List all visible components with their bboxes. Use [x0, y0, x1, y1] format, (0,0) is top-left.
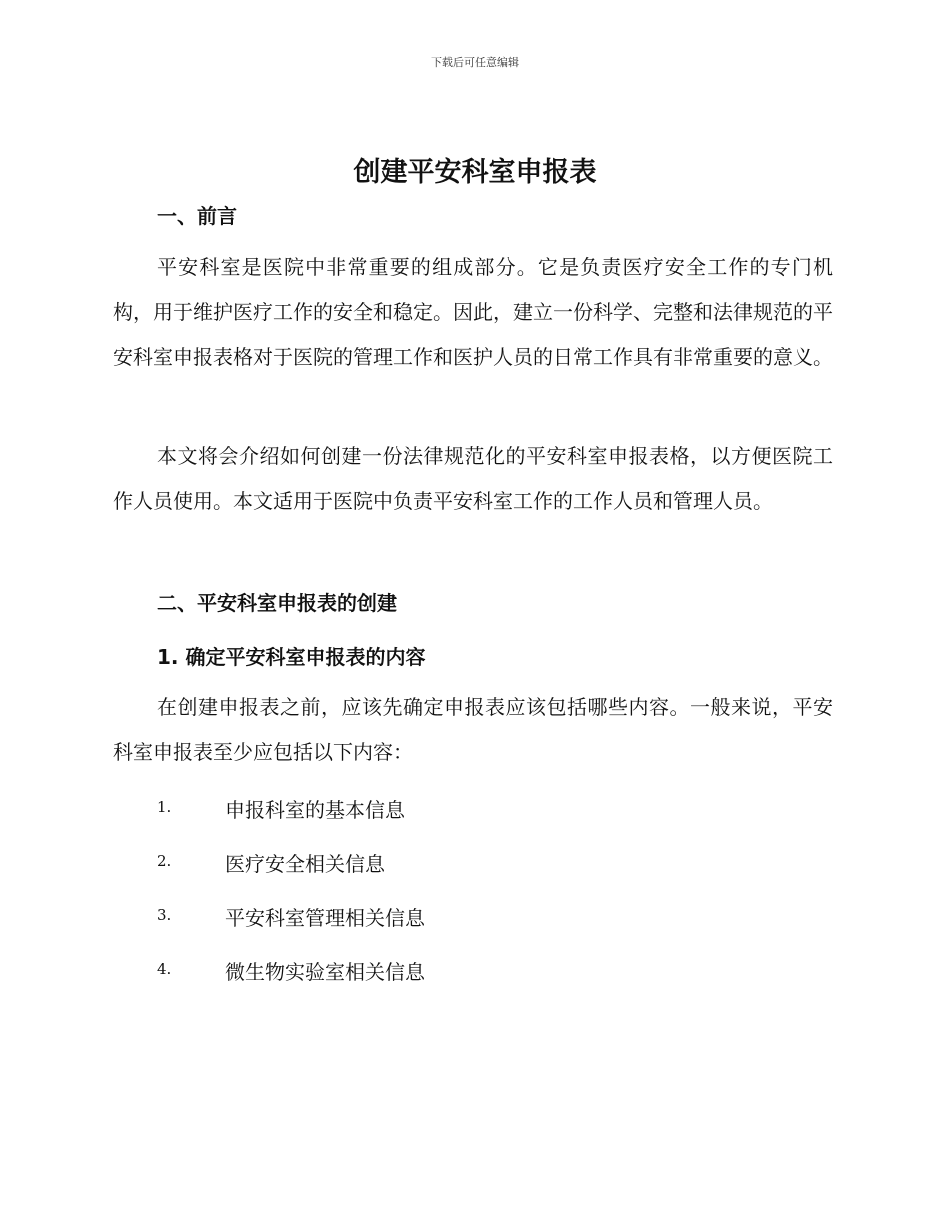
list-item-number: 3. — [157, 906, 172, 924]
section-heading-creation: 二、平安科室申报表的创建 — [157, 591, 397, 615]
paragraph-content-intro: 在创建申报表之前，应该先确定申报表应该包括哪些内容。一般来说，平安科室申报表至少应包括以下内容： — [113, 695, 833, 764]
list-item-text: 微生物实验室相关信息 — [225, 960, 425, 984]
list-item-text: 医疗安全相关信息 — [225, 852, 385, 876]
list-item-number: 4. — [157, 960, 172, 978]
subsection-heading-content: 1. 确定平安科室申报表的内容 — [157, 645, 426, 669]
list-item-text: 申报科室的基本信息 — [225, 798, 405, 822]
header-note: 下载后可任意编辑 — [431, 56, 519, 69]
paragraph-preface-1: 平安科室是医院中非常重要的组成部分。它是负责医疗安全工作的专门机构，用于维护医疗工作的安全和稳定。因此，建立一份科学、完整和法律规范的平安科室申报表格对于医院的管理工作和医护人员的日常工作具有非常重要的意义。 — [113, 255, 833, 369]
list-item-text: 平安科室管理相关信息 — [225, 906, 425, 930]
paragraph-preface-2: 本文将会介绍如何创建一份法律规范化的平安科室申报表格，以方便医院工作人员使用。本文适用于医院中负责平安科室工作的工作人员和管理人员。 — [113, 444, 833, 513]
document-title: 创建平安科室申报表 — [353, 157, 597, 188]
list-item-number: 1. — [157, 798, 172, 816]
list-item-number: 2. — [157, 852, 172, 870]
section-heading-preface: 一、前言 — [157, 204, 237, 228]
